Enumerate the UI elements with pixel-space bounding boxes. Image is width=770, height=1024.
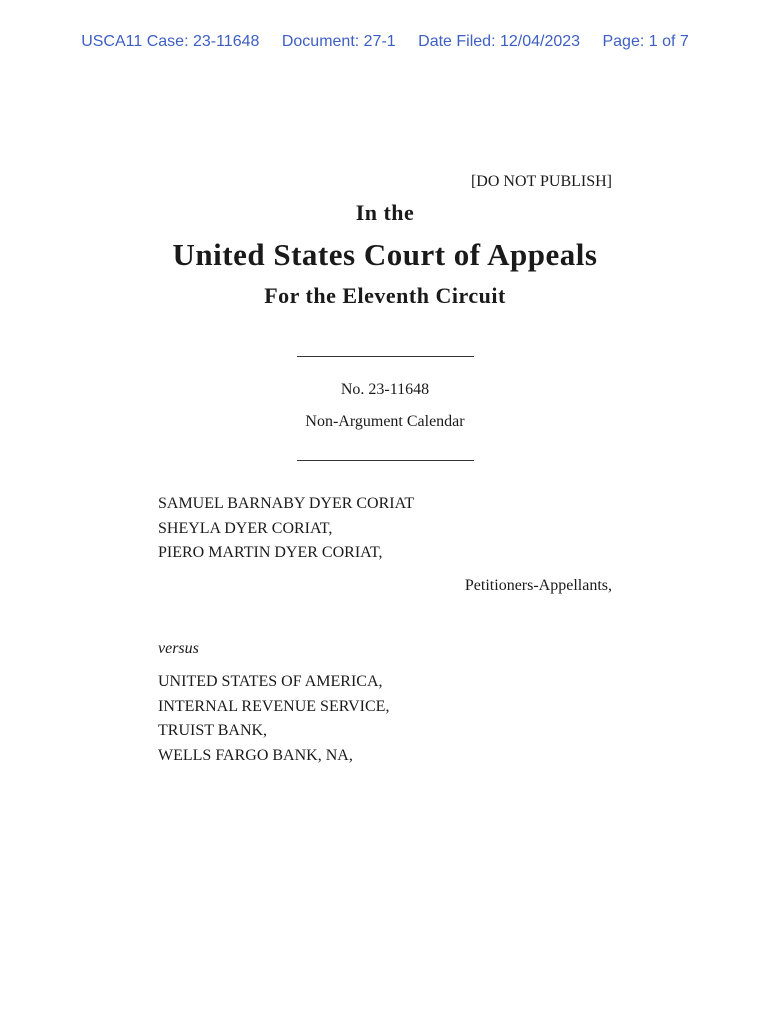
- filing-document-number: Document: 27-1: [281, 33, 396, 50]
- case-number: No. 23-11648: [340, 381, 430, 398]
- divider-top: [297, 356, 474, 357]
- petitioner-list: [158, 492, 414, 566]
- divider-bottom: [297, 460, 474, 461]
- filing-page-count: Page: 1 of 7: [602, 33, 689, 50]
- filing-case-number: USCA11 Case: 23-11648: [81, 33, 260, 50]
- respondent-list: [158, 670, 389, 768]
- calendar-type: Non-Argument Calendar: [305, 413, 465, 430]
- party-name: SHEYLA DYER CORIAT,: [158, 519, 333, 537]
- party-name: SAMUEL BARNABY DYER CORIAT: [158, 495, 415, 512]
- circuit-name: For the Eleventh Circuit: [264, 283, 506, 308]
- filing-date: Date Filed: 12/04/2023: [418, 33, 581, 50]
- party-name: WELLS FARGO BANK, NA,: [158, 746, 353, 764]
- party-name: TRUIST BANK,: [158, 722, 268, 739]
- court-preamble: In the: [355, 200, 415, 225]
- court-name: United States Court of Appeals: [172, 237, 598, 272]
- party-name: UNITED STATES OF AMERICA,: [158, 673, 383, 690]
- party-name: INTERNAL REVENUE SERVICE,: [158, 697, 390, 715]
- petitioners-role: Petitioners-Appellants,: [464, 577, 612, 594]
- publish-status: [DO NOT PUBLISH]: [470, 173, 612, 190]
- party-name: PIERO MARTIN DYER CORIAT,: [158, 544, 383, 561]
- filing-header: [0, 33, 770, 51]
- versus-label: versus: [158, 640, 199, 657]
